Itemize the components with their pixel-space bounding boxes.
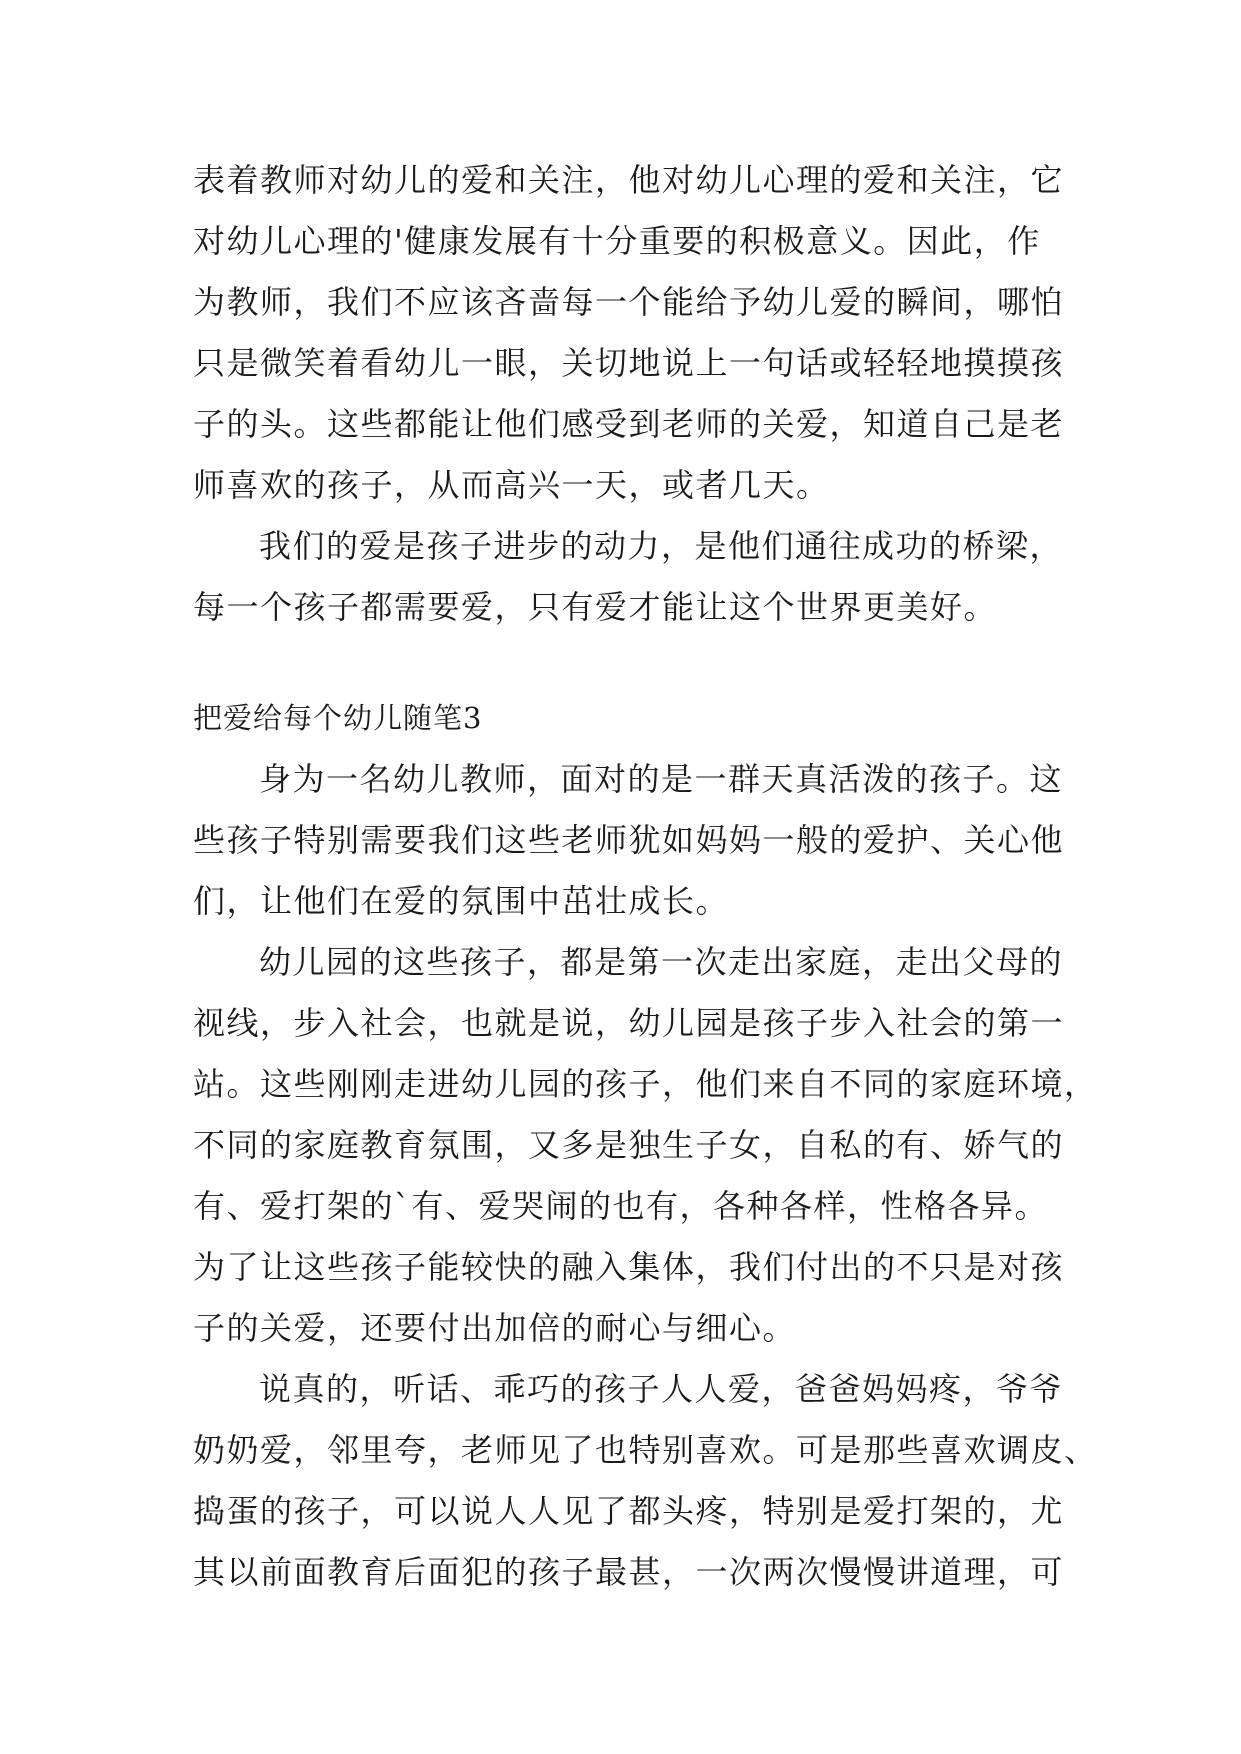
text-line: 师喜欢的孩子，从而高兴一天，或者几天。 — [193, 466, 830, 504]
paragraph — [193, 516, 1064, 638]
document-body — [193, 150, 1098, 1603]
paragraph — [193, 150, 1065, 516]
text-line: 每一个孩子都需要爱，只有爱才能让这个世界更美好。 — [193, 588, 998, 626]
text-line: 些孩子特别需要我们这些老师犹如妈妈一般的爱护、关心他 — [193, 821, 1065, 859]
section-heading: 把爱给每个幼儿随笔3 — [193, 701, 483, 735]
text-line: 对幼儿心理的'健康发展有十分重要的积极意义。因此，作 — [193, 222, 1041, 260]
text-line: 视线，步入社会，也就是说，幼儿园是孩子步入社会的第一 — [193, 1004, 1065, 1042]
text-line: 幼儿园的这些孩子，都是第一次走出家庭，走出父母的 — [259, 943, 1064, 981]
paragraph — [193, 1359, 1098, 1603]
text-line: 奶奶爱，邻里夸，老师见了也特别喜欢。可是那些喜欢调皮、 — [193, 1431, 1098, 1469]
text-line: 其以前面教育后面犯的孩子最甚，一次两次慢慢讲道理，可 — [193, 1553, 1065, 1591]
paragraph — [193, 749, 1065, 932]
text-line: 为了让这些孩子能较快的融入集体，我们付出的不只是对孩 — [193, 1248, 1065, 1286]
text-line: 有、爱打架的`有、爱哭闹的也有，各种各样，性格各异。 — [193, 1187, 1049, 1225]
text-line: 只是微笑着看幼儿一眼，关切地说上一句话或轻轻地摸摸孩 — [193, 344, 1065, 382]
text-line: 不同的家庭教育氛围，又多是独生子女，自私的有、娇气的 — [193, 1126, 1065, 1164]
section-gap — [193, 638, 1053, 688]
text-line: 们，让他们在爱的氛围中茁壮成长。 — [193, 882, 730, 920]
text-line: 说真的，听话、乖巧的孩子人人爱，爸爸妈妈疼，爷爷 — [259, 1370, 1064, 1408]
text-line: 子的关爱，还要付出加倍的耐心与细心。 — [193, 1309, 797, 1347]
text-line: 表着教师对幼儿的爱和关注，他对幼儿心理的爱和关注，它 — [193, 161, 1065, 199]
text-line: 子的头。这些都能让他们感受到老师的关爱，知道自己是老 — [193, 405, 1065, 443]
text-line: 我们的爱是孩子进步的动力，是他们通往成功的桥梁， — [259, 527, 1064, 565]
text-line: 站。这些刚刚走进幼儿园的孩子，他们来自不同的家庭环境， — [193, 1065, 1098, 1103]
paragraph — [193, 932, 1098, 1359]
text-line: 捣蛋的孩子，可以说人人见了都头疼，特别是爱打架的，尤 — [193, 1492, 1065, 1530]
text-line: 为教师，我们不应该吝啬每一个能给予幼儿爱的瞬间，哪怕 — [193, 283, 1065, 321]
text-line: 身为一名幼儿教师，面对的是一群天真活泼的孩子。这 — [259, 760, 1064, 798]
